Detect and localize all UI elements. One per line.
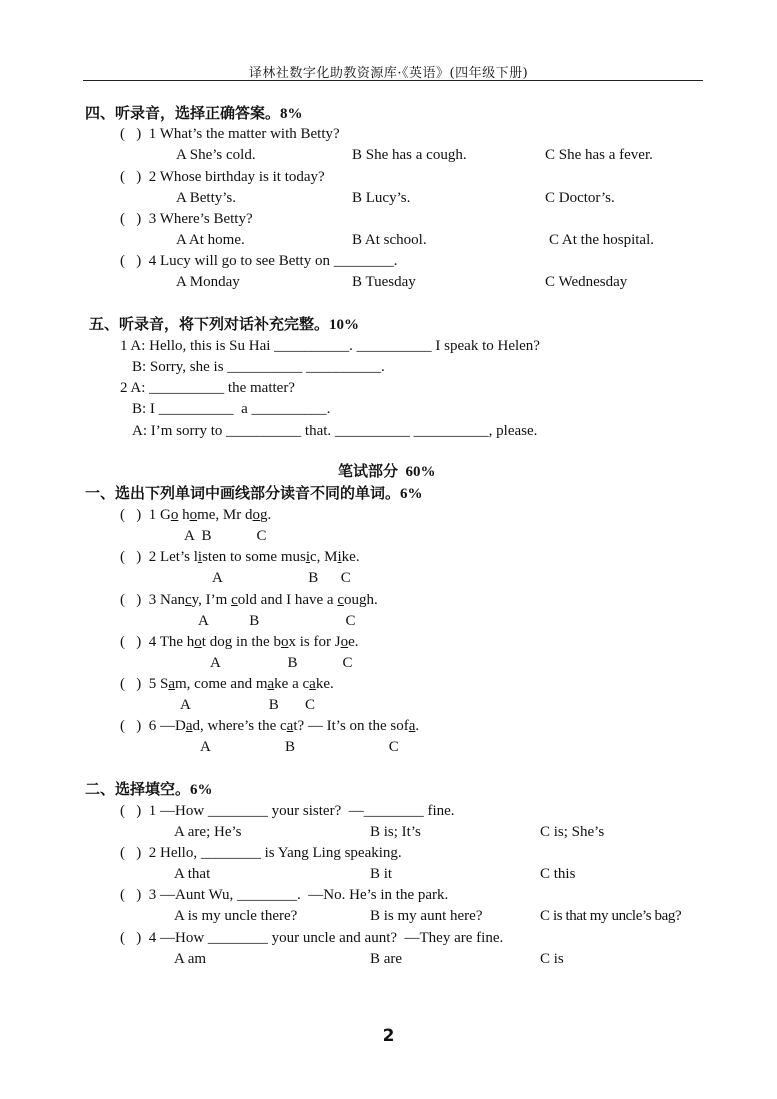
option-a: A At home.	[176, 232, 245, 248]
page-header: 译林社数字化助教资源库·《英语》(四年级下册)	[248, 66, 529, 81]
option-c: C is	[540, 951, 564, 967]
written-section-2-title: 二、选择填空。6%	[85, 782, 213, 798]
option-a: A is my uncle there?	[174, 908, 298, 924]
option-c: C Doctor’s.	[545, 190, 615, 206]
section-4-title: 四、听录音，选择正确答案。8%	[85, 106, 303, 122]
option-c: C Wednesday	[545, 274, 628, 290]
question-text: ( ) 4 The hot dog in the box is for Joe.	[120, 634, 359, 650]
option-b: B At school.	[352, 232, 427, 248]
question-text: ( ) 3 Where’s Betty?	[120, 211, 253, 227]
option-a: A She’s cold.	[176, 147, 256, 163]
option-b: B are	[370, 951, 403, 967]
option-a: A are; He’s	[174, 824, 242, 840]
option-b: B is; It’s	[370, 824, 421, 840]
question-text: ( ) 4 Lucy will go to see Betty on ________.	[120, 253, 398, 269]
question-text: ( ) 2 Whose birthday is it today?	[120, 169, 325, 185]
option-c: C is that my uncle’s bag?	[540, 908, 682, 924]
written-section-1-title: 一、选出下列单词中画线部分读音不同的单词。6%	[85, 486, 423, 502]
question-text: ( ) 6 —Dad, where’s the cat? — It’s on the sofa.	[120, 718, 420, 734]
question-text: ( ) 5 Sam, come and make a cake.	[120, 676, 334, 692]
option-c: C At the hospital.	[549, 232, 654, 248]
dialogue-line: A: I’m sorry to __________ that. __________ __________, please.	[132, 423, 538, 439]
option-letters: A B C	[210, 655, 353, 671]
option-letters: A B C	[212, 570, 351, 586]
option-c: C She has a fever.	[545, 147, 653, 163]
question-text: ( ) 3 —Aunt Wu, ________. —No. He’s in the park.	[120, 887, 449, 903]
option-b: B it	[370, 866, 393, 882]
option-c: C this	[540, 866, 576, 882]
option-letters: A B C	[198, 613, 356, 629]
written-part-title: 笔试部分 60%	[338, 464, 436, 480]
option-b: B is my aunt here?	[370, 908, 483, 924]
header-rule	[83, 80, 703, 81]
section-5-title: 五、听录音，将下列对话补充完整。10%	[89, 317, 360, 333]
option-b: B She has a cough.	[352, 147, 467, 163]
option-letters: A B C	[180, 697, 316, 713]
question-text: ( ) 1 —How ________ your sister? —________ fine.	[120, 803, 455, 819]
dialogue-line: B: I __________ a __________.	[132, 401, 331, 417]
option-letters: A B C	[184, 528, 267, 544]
dialogue-line: 2 A: __________ the matter?	[120, 380, 295, 396]
option-a: A Betty’s.	[176, 190, 237, 206]
option-letters: A B C	[200, 739, 399, 755]
question-text: ( ) 4 —How ________ your uncle and aunt? —They are fine.	[120, 930, 504, 946]
question-text: ( ) 1 Go home, Mr dog.	[120, 507, 272, 523]
question-text: ( ) 3 Nancy, I’m cold and I have a cough.	[120, 592, 378, 608]
option-a: A am	[174, 951, 207, 967]
dialogue-line: 1 A: Hello, this is Su Hai __________. __________ I speak to Helen?	[120, 338, 540, 354]
question-text: ( ) 1 What’s the matter with Betty?	[120, 126, 340, 142]
option-a: A that	[174, 866, 211, 882]
option-a: A Monday	[176, 274, 240, 290]
option-c: C is; She’s	[540, 824, 605, 840]
option-b: B Tuesday	[352, 274, 416, 290]
option-b: B Lucy’s.	[352, 190, 411, 206]
question-text: ( ) 2 Hello, ________ is Yang Ling speaking.	[120, 845, 402, 861]
question-text: ( ) 2 Let’s listen to some music, Mike.	[120, 549, 360, 565]
page-number: 2	[382, 1026, 395, 1046]
dialogue-line: B: Sorry, she is __________ __________.	[132, 359, 385, 375]
